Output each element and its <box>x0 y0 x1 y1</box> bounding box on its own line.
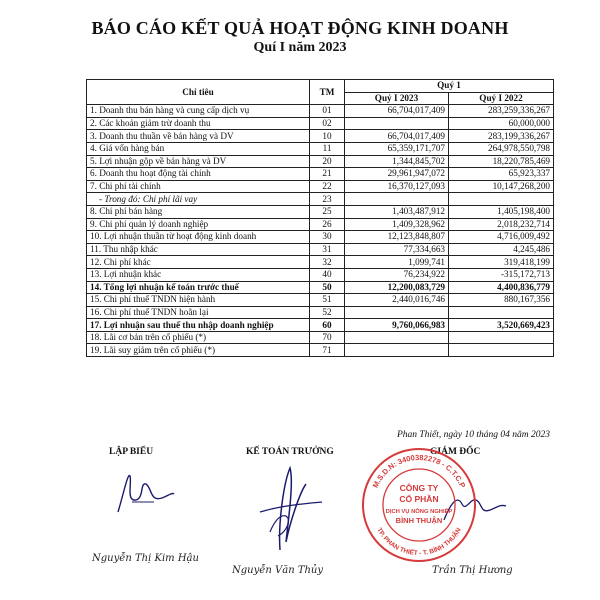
stamp-line-3: DỊCH VỤ NÔNG NGHIỆP <box>385 509 453 515</box>
row-label: 11. Thu nhập khác <box>87 243 310 256</box>
row-value-2023: 66,704,017,409 <box>345 105 449 118</box>
row-value-2023: 65,359,171,707 <box>345 142 449 155</box>
header-q1-2023: Quý I 2023 <box>345 92 449 105</box>
table-row <box>87 155 554 168</box>
row-value-2023: 77,334,663 <box>345 243 449 256</box>
preparer-title: LẬP BIỂU <box>109 447 154 457</box>
row-value-2022: 3,520,669,423 <box>449 319 554 332</box>
report-title: BÁO CÁO KẾT QUẢ HOẠT ĐỘNG KINH DOANH <box>91 18 509 38</box>
row-value-2022: 4,245,486 <box>449 243 554 256</box>
header-quarter-group: Quý 1 <box>345 80 554 93</box>
table-row <box>87 281 554 294</box>
table-row <box>87 319 554 332</box>
row-value-2023: 1,403,487,912 <box>345 205 449 218</box>
director-name: Trần Thị Hương <box>432 565 513 576</box>
stamp-line-4: BÌNH THUẬN <box>395 516 443 525</box>
report-subtitle: Quí I năm 2023 <box>253 40 347 55</box>
row-value-2023 <box>345 331 449 344</box>
table-row <box>87 117 554 130</box>
company-seal-stamp <box>360 446 481 564</box>
row-value-2023: 1,409,328,962 <box>345 218 449 231</box>
row-label: 2. Các khoản giảm trừ doanh thu <box>87 117 310 130</box>
table-row <box>87 256 554 269</box>
row-label: 12. Chi phí khác <box>87 256 310 269</box>
table-row <box>87 306 554 319</box>
row-value-2022: 283,199,336,267 <box>449 130 554 143</box>
stamp-line-2: CỔ PHẦN <box>399 494 439 504</box>
table-row <box>87 168 554 181</box>
row-value-2022 <box>449 344 554 357</box>
stamp-ring-bottom: TP. PHAN THIẾT - T. BÌNH THUẬN <box>375 526 463 558</box>
row-tm: 40 <box>310 268 345 281</box>
table-row <box>87 130 554 143</box>
row-label: 19. Lãi suy giảm trên cổ phiếu (*) <box>87 344 310 357</box>
row-tm: 52 <box>310 306 345 319</box>
row-tm: 30 <box>310 231 345 244</box>
row-label: 16. Chi phí thuế TNDN hoãn lại <box>87 306 310 319</box>
row-value-2022: 1,405,198,400 <box>449 205 554 218</box>
table-row <box>87 142 554 155</box>
row-tm: 22 <box>310 180 345 193</box>
chief-accountant-name: Nguyễn Văn Thủy <box>232 565 324 576</box>
row-label: 7. Chi phí tài chính <box>87 180 310 193</box>
row-value-2022 <box>449 306 554 319</box>
row-value-2022: 283,259,336,267 <box>449 105 554 118</box>
row-tm: 60 <box>310 319 345 332</box>
row-tm: 51 <box>310 294 345 307</box>
row-tm: 32 <box>310 256 345 269</box>
table-row <box>87 231 554 244</box>
income-statement-table <box>86 79 554 357</box>
row-value-2022 <box>449 193 554 206</box>
header-tm: TM <box>310 80 345 105</box>
row-value-2023 <box>345 344 449 357</box>
row-value-2023: 76,234,922 <box>345 268 449 281</box>
row-tm: 01 <box>310 105 345 118</box>
row-label: 6. Doanh thu hoạt động tài chính <box>87 168 310 181</box>
row-tm: 02 <box>310 117 345 130</box>
row-value-2023: 9,760,066,983 <box>345 319 449 332</box>
table-row <box>87 331 554 344</box>
row-value-2022: 65,923,337 <box>449 168 554 181</box>
table-row <box>87 193 554 206</box>
row-tm: 71 <box>310 344 345 357</box>
row-value-2023 <box>345 117 449 130</box>
row-label: 18. Lãi cơ bản trên cổ phiếu (*) <box>87 331 310 344</box>
row-value-2022: 60,000,000 <box>449 117 554 130</box>
row-value-2023: 1,099,741 <box>345 256 449 269</box>
row-label: 4. Giá vốn hàng bán <box>87 142 310 155</box>
header-chitieu: Chỉ tiêu <box>87 80 310 105</box>
row-value-2023: 29,961,947,072 <box>345 168 449 181</box>
row-tm: 10 <box>310 130 345 143</box>
table-row <box>87 180 554 193</box>
row-value-2022: 18,220,785,469 <box>449 155 554 168</box>
row-label: 1. Doanh thu bán hàng và cung cấp dịch vụ <box>87 105 310 118</box>
row-value-2022: 4,400,836,779 <box>449 281 554 294</box>
row-tm: 70 <box>310 331 345 344</box>
chief-accountant-signature <box>250 462 330 557</box>
stamp-line-1: CÔNG TY <box>399 483 439 493</box>
row-tm: 31 <box>310 243 345 256</box>
table-row <box>87 294 554 307</box>
table-row <box>87 243 554 256</box>
row-value-2023: 2,440,016,746 <box>345 294 449 307</box>
row-tm: 20 <box>310 155 345 168</box>
row-value-2022 <box>449 331 554 344</box>
row-label: 5. Lợi nhuận gộp về bán hàng và DV <box>87 155 310 168</box>
row-value-2023: 16,370,127,093 <box>345 180 449 193</box>
row-value-2022: 4,716,009,492 <box>449 231 554 244</box>
stamp-ring-top: M.S.D.N: 3400382278 - C.T.C.P <box>370 452 468 490</box>
row-value-2023: 1,344,845,702 <box>345 155 449 168</box>
row-tm: 26 <box>310 218 345 231</box>
row-value-2023 <box>345 193 449 206</box>
preparer-name: Nguyễn Thị Kim Hậu <box>92 553 199 564</box>
row-tm: 25 <box>310 205 345 218</box>
table-row <box>87 344 554 357</box>
row-value-2022: 319,418,199 <box>449 256 554 269</box>
row-value-2022: 880,167,356 <box>449 294 554 307</box>
report-date: Phan Thiết, ngày 10 tháng 04 năm 2023 <box>396 430 550 440</box>
row-value-2022: 264,978,550,798 <box>449 142 554 155</box>
row-label: 9. Chi phí quản lý doanh nghiệp <box>87 218 310 231</box>
chief-accountant-title: KẾ TOÁN TRƯỞNG <box>246 447 334 457</box>
row-label: 10. Lợi nhuận thuần từ hoạt động kinh doanh <box>87 231 310 244</box>
row-tm: 23 <box>310 193 345 206</box>
row-label: 14. Tổng lợi nhuận kế toán trước thuế <box>87 281 310 294</box>
row-value-2023: 12,200,083,729 <box>345 281 449 294</box>
row-label: 3. Doanh thu thuần về bán hàng và DV <box>87 130 310 143</box>
row-label: - Trong đó: Chi phí lãi vay <box>87 193 310 206</box>
director-title: GIÁM ĐỐC <box>430 447 481 457</box>
row-value-2023: 12,123,848,807 <box>345 231 449 244</box>
row-value-2023 <box>345 306 449 319</box>
row-value-2023: 66,704,017,409 <box>345 130 449 143</box>
row-value-2022: 2,018,232,714 <box>449 218 554 231</box>
row-tm: 21 <box>310 168 345 181</box>
table-row <box>87 268 554 281</box>
row-label: 17. Lợi nhuận sau thuế thu nhập doanh nghiệp <box>87 319 310 332</box>
row-label: 13. Lợi nhuận khác <box>87 268 310 281</box>
table-row <box>87 218 554 231</box>
row-value-2022: -315,172,713 <box>449 268 554 281</box>
row-label: 15. Chi phí thuế TNDN hiện hành <box>87 294 310 307</box>
row-tm: 11 <box>310 142 345 155</box>
table-row <box>87 205 554 218</box>
preparer-signature <box>110 462 180 522</box>
table-row <box>87 105 554 118</box>
row-label: 8. Chi phí bán hàng <box>87 205 310 218</box>
row-value-2022: 10,147,268,200 <box>449 180 554 193</box>
row-tm: 50 <box>310 281 345 294</box>
header-q1-2022: Quý I 2022 <box>449 92 554 105</box>
